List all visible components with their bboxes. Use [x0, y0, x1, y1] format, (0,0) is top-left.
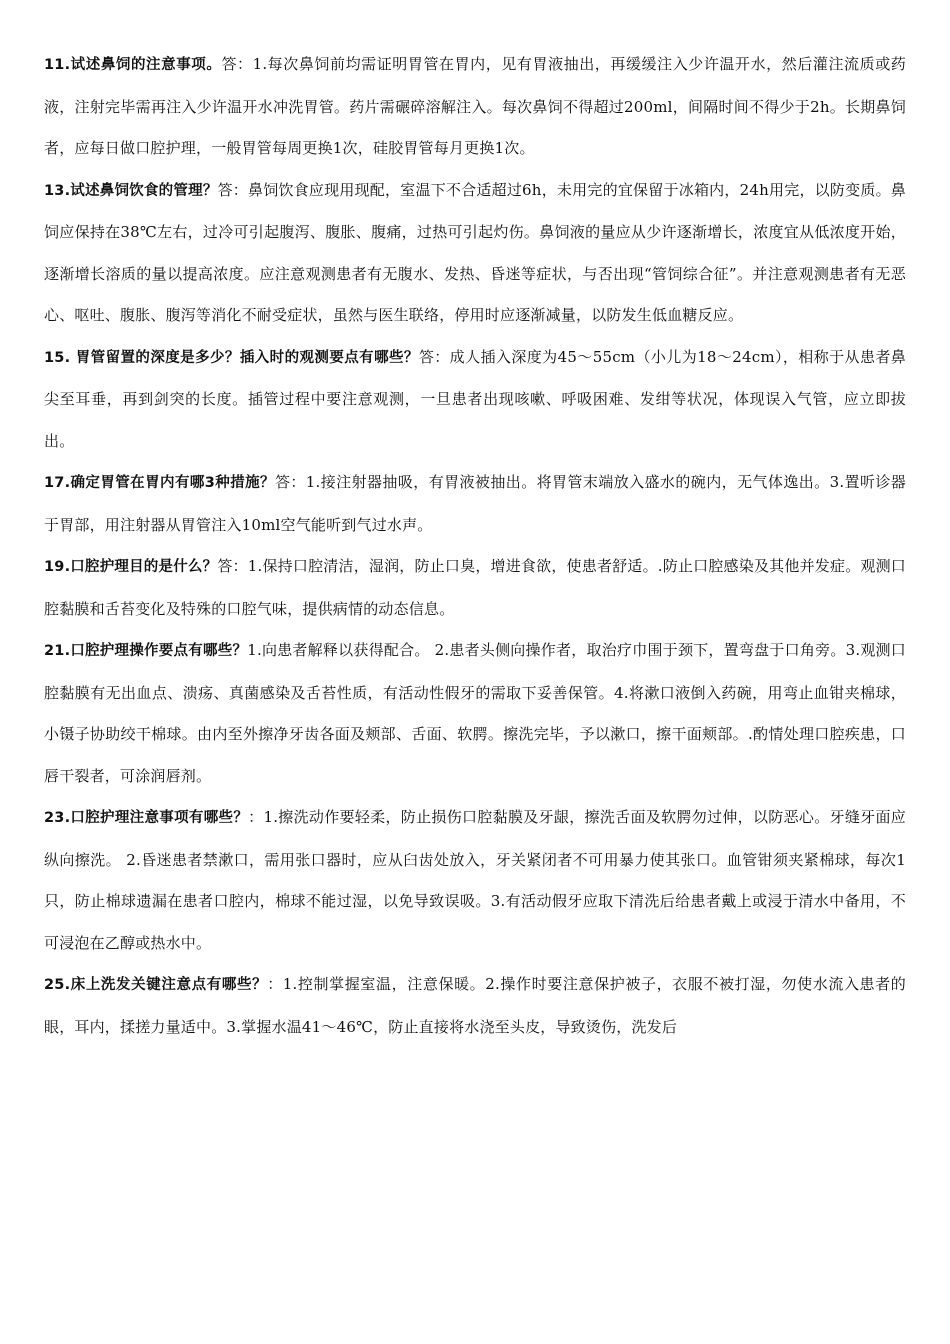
question-text: 11.试述鼻饲的注意事项。	[44, 57, 222, 73]
question-text: 25.床上洗发关键注意点有哪些？	[44, 977, 268, 993]
qa-item-21	[44, 630, 906, 797]
qa-item-25	[44, 964, 906, 1048]
qa-item-19	[44, 546, 906, 630]
answer-text: ：1.控制掌握室温，注意保暖。2.操作时要注意保护被子，衣服不被打湿，勿使水流入患者的眼，耳内，揉搓力量适中。3.掌握水温41～46℃，防止直接将水浇至头皮，导致烫伤，洗发后	[44, 975, 906, 1036]
qa-item-13	[44, 170, 906, 337]
qa-item-15	[44, 337, 906, 463]
qa-item-17	[44, 462, 906, 546]
question-text: 13.试述鼻饲饮食的管理？	[44, 182, 218, 199]
qa-item-23	[44, 797, 906, 964]
question-text: 17.确定胃管在胃内有哪3种措施？	[44, 475, 275, 491]
answer-text: 答：成人插入深度为45～55cm（小儿为18～24cm），相称于从患者鼻尖至耳垂，再到剑突的长度。插管过程中要注意观测，一旦患者出现咳嗽、呼吸困难、发绀等状况，体现误入气管，应立即拔出。	[44, 347, 906, 450]
question-text: 23.口腔护理注意事项有哪些？	[44, 810, 249, 826]
answer-text: 答：1.接注射器抽吸，有胃液被抽出。将胃管末端放入盛水的碗内，无气体逸出。3.置听诊器于胃部，用注射器从胃管注入10ml空气能听到气过水声。	[44, 473, 906, 534]
question-text: 15. 胃管留置的深度是多少？插入时的观测要点有哪些？	[44, 349, 419, 366]
answer-text: 1.向患者解释以获得配合。 2.患者头侧向操作者，取治疗巾围于颈下，置弯盘于口角旁。3.观测口腔黏膜有无出血点、溃疡、真菌感染及舌苔性质，有活动性假牙的需取下妥善保管。4.将漱口液倒入药碗，用弯止血钳夹棉球，小镊子协助绞干棉球。由内至外擦净牙齿各面及颊部、舌面、软腭。擦洗完毕，予以漱口，擦干面颊部。.酌情处理口腔疾患，口唇干裂者，可涂润唇剂。	[44, 641, 907, 785]
qa-item-11	[44, 44, 906, 170]
answer-text: 答：鼻饲饮食应现用现配，室温下不合适超过6h，未用完的宜保留于冰箱内，24h用完，以防变质。鼻饲应保持在38℃左右，过冷可引起腹泻、腹胀、腹痛，过热可引起灼伤。鼻饲液的量应从少许逐渐增长，浓度宜从低浓度开始，逐渐增长溶质的量以提高浓度。应注意观测患者有无腹水、发热、昏迷等症状，与否出现“管饲综合征”。并注意观测患者有无恶心、呕吐、腹胀、腹泻等消化不耐受症状，虽然与医生联络，停用时应逐渐减量，以防发生低血糖反应。	[44, 180, 906, 324]
question-text: 21.口腔护理操作要点有哪些？	[44, 643, 248, 659]
answer-text: 答：1.每次鼻饲前均需证明胃管在胃内，见有胃液抽出，再缓缓注入少许温开水，然后灌注流质或药液，注射完毕需再注入少许温开水冲洗胃管。药片需碾碎溶解注入。每次鼻饲不得超过200ml，间隔时间不得少于2h。长期鼻饲者，应每日做口腔护理，一般胃管每周更换1次，硅胶胃管每月更换1次。	[44, 55, 906, 157]
answer-text: ：1.擦洗动作要轻柔，防止损伤口腔黏膜及牙龈，擦洗舌面及软腭勿过伸，以防恶心。牙缝牙面应纵向擦洗。 2.昏迷患者禁漱口，需用张口器时，应从臼齿处放入，牙关紧闭者不可用暴力使其张口。血管钳须夹紧棉球，每次1只，防止棉球遗漏在患者口腔内，棉球不能过湿，以免导致误吸。3.有活动假牙应取下清洗后给患者戴上或浸于清水中备用，不可浸泡在乙醇或热水中。	[44, 808, 906, 952]
question-text: 19.口腔护理目的是什么？	[44, 559, 218, 575]
document-page	[44, 44, 906, 1048]
answer-text: 答：1.保持口腔清洁，湿润，防止口臭，增进食欲，使患者舒适。.防止口腔感染及其他并发症。观测口腔黏膜和舌苔变化及特殊的口腔气味，提供病情的动态信息。	[44, 557, 907, 618]
